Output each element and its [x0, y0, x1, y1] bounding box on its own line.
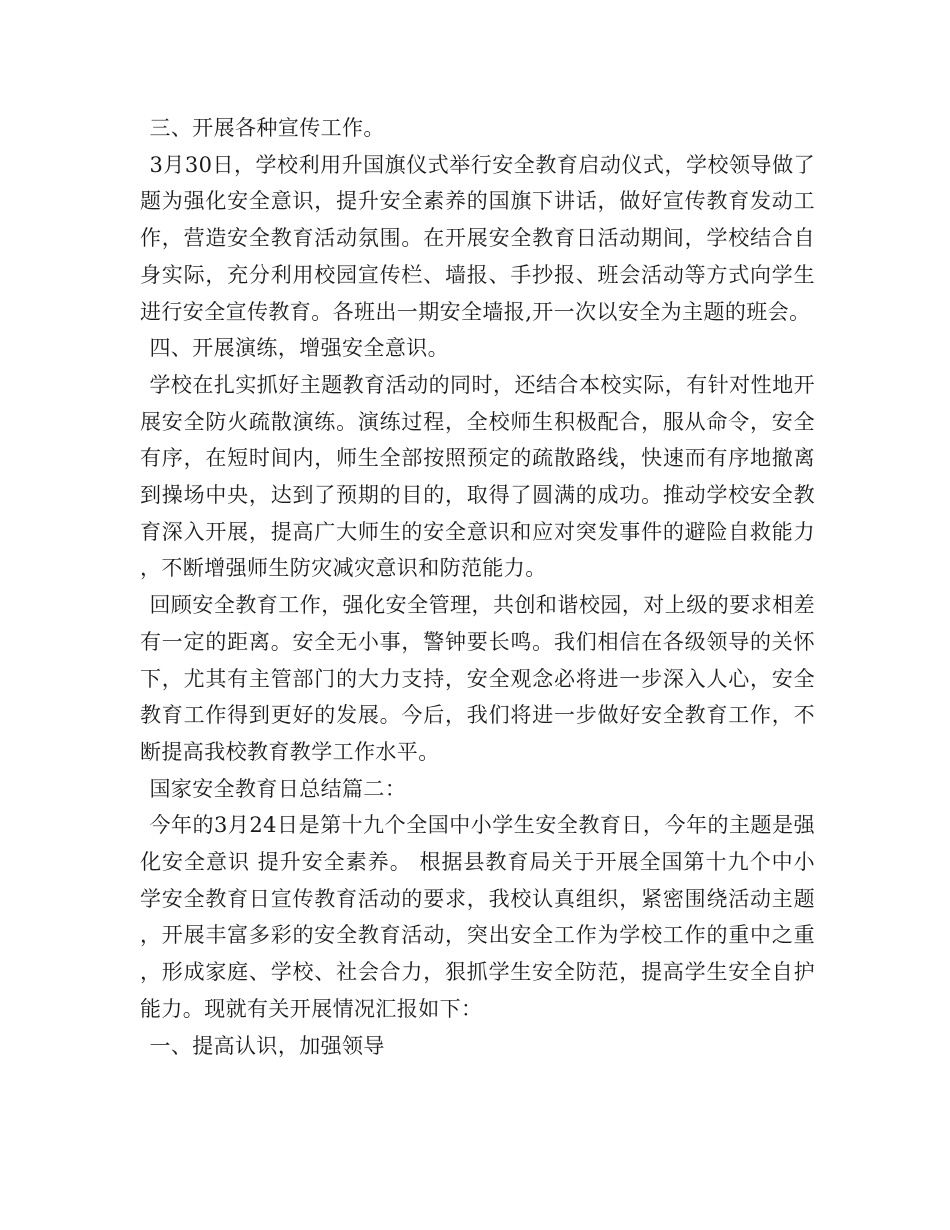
section-heading-drill: 四、开展演练，增强安全意识。	[149, 336, 450, 361]
document-body	[140, 110, 815, 1064]
section-heading-publicity: 三、开展各种宣传工作。	[149, 116, 385, 140]
section-heading-part-two: 国家安全教育日总结篇二：	[149, 776, 407, 801]
section-heading-leadership: 一、提高认识，加强领导	[149, 1033, 385, 1058]
paragraph-drill-details: 学校在扎实抓好主题教育活动的同时，还结合本校实际，有针对性地开展安全防火疏散演练。演练过程，全校师生积极配合，服从命令，安全有序，在短时间内，师生全部按照预定的疏散路线，快速而有序地撤离到操场中央，达到了预期的目的，取得了圆满的成功。推动学校安全教育深入开展，提高广大师生的安全意识和应对突发事件的避险自救能力，不断增强师生防灾减灾意识和防范能力。	[140, 372, 815, 581]
paragraph-part-two-intro: 今年的3月24日是第十九个全国中小学生安全教育日，今年的主题是强化安全意识 提升安全素养。 根据县教育局关于开展全国第十九个中小学安全教育日宣传教育活动的要求，我校认真组织，紧密围绕活动主题，开展丰富多彩的安全教育活动，突出安全工作为学校工作的重中之重，形成家庭、学校、社会合力，狠抓学生安全防范，提高学生安全自护能力。现就有关开展情况汇报如下：	[140, 813, 815, 1021]
paragraph-review: 回顾安全教育工作，强化安全管理，共创和谐校园，对上级的要求相差有一定的距离。安全无小事，警钟要长鸣。我们相信在各级领导的关怀下，尤其有主管部门的大力支持，安全观念必将进一步深入人心，安全教育工作得到更好的发展。今后，我们将进一步做好安全教育工作，不断提高我校教育教学工作水平。	[140, 593, 815, 764]
paragraph-publicity-details: 3月30日，学校利用升国旗仪式举行安全教育启动仪式，学校领导做了题为强化安全意识，提升安全素养的国旗下讲话，做好宣传教育发动工作，营造安全教育活动氛围。在开展安全教育日活动期间，学校结合自身实际，充分利用校园宣传栏、墙报、手抄报、班会活动等方式向学生进行安全宣传教育。各班出一期安全墙报,开一次以安全为主题的班会。	[140, 152, 815, 324]
